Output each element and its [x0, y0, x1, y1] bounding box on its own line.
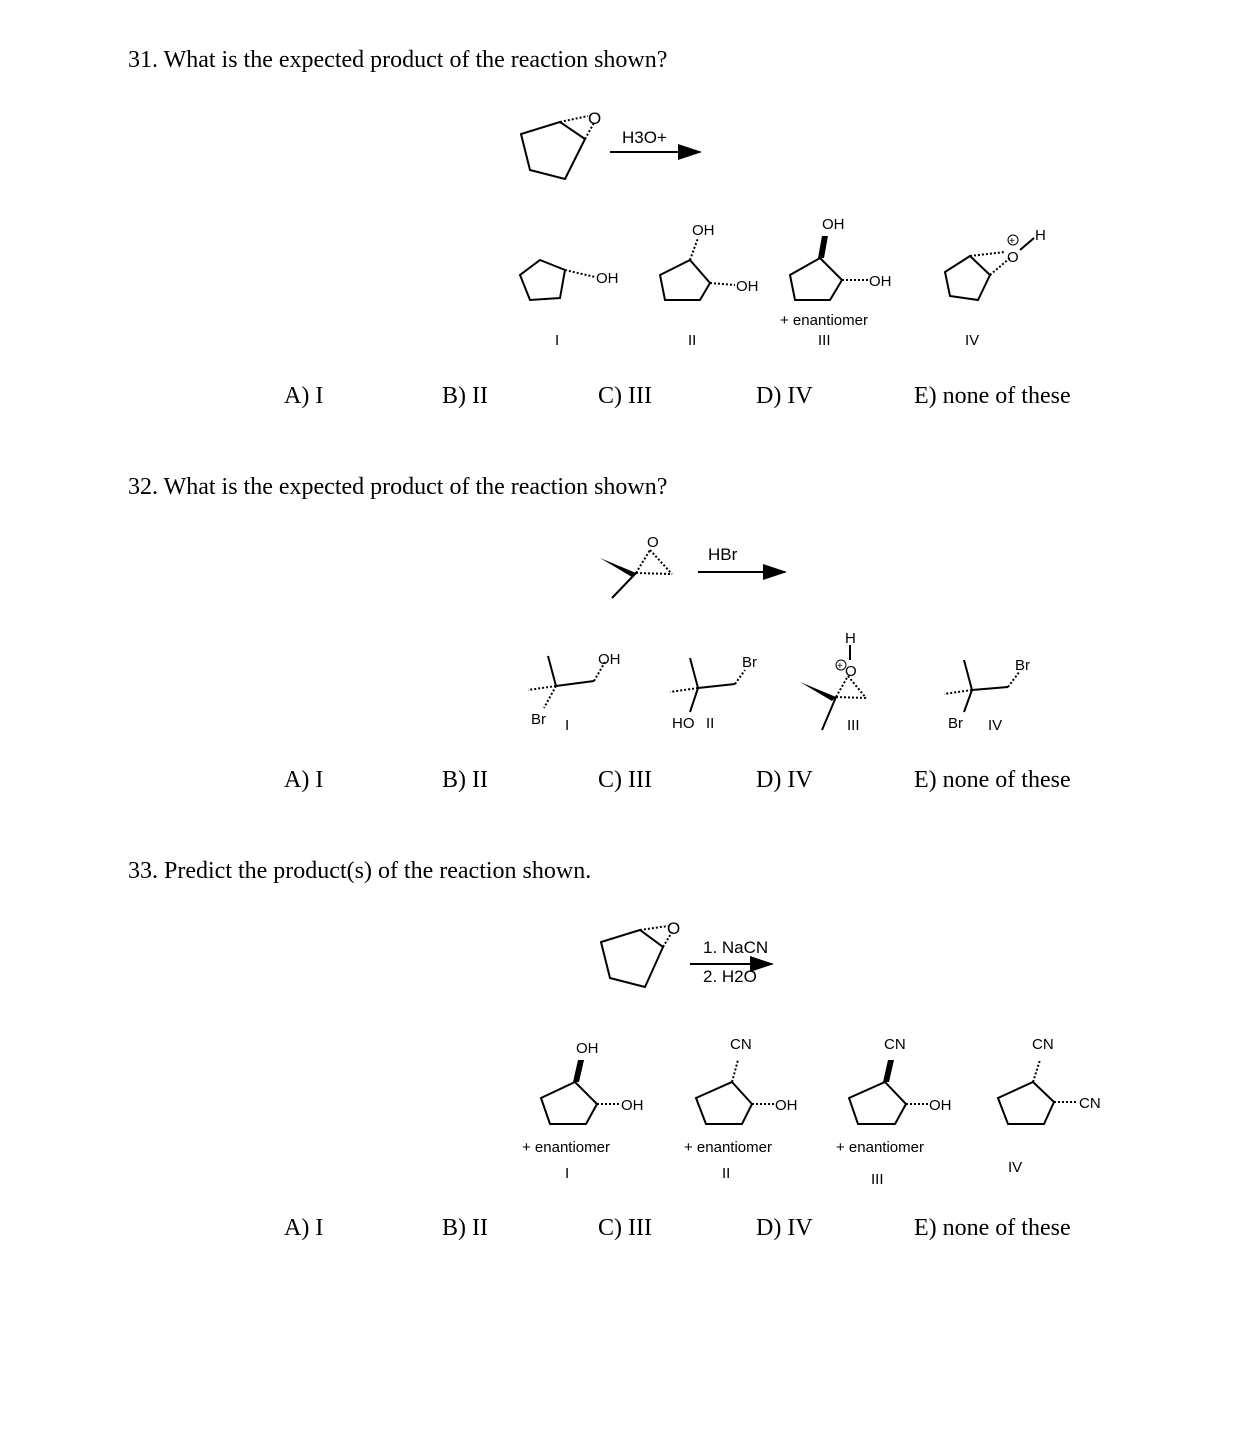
- hydroxyl-label: OH: [775, 1097, 798, 1114]
- choice-e[interactable]: E) none of these: [914, 383, 1071, 409]
- bromine-label-left: Br: [948, 715, 963, 732]
- question-number: 33.: [128, 858, 158, 884]
- option-roman: IV: [1008, 1159, 1023, 1176]
- positive-charge-label: +: [837, 661, 843, 672]
- epoxide-oxygen-label: O: [647, 534, 659, 551]
- q32-option-3: [800, 630, 866, 734]
- q31-option-4: [945, 227, 1046, 349]
- positive-charge-label: +: [1009, 236, 1015, 247]
- epoxide-oxygen-label: O: [588, 109, 602, 128]
- choice-a[interactable]: A) I: [284, 383, 324, 409]
- hydroxyl-label: OH: [596, 270, 619, 287]
- reaction-arrow-33: [690, 938, 772, 986]
- reagent-step-1: 1. NaCN: [703, 938, 769, 957]
- q32-option-1: [528, 651, 621, 734]
- option-roman: III: [871, 1171, 884, 1188]
- choice-d[interactable]: D) IV: [756, 1215, 813, 1241]
- question-number: 32.: [128, 474, 158, 500]
- reagent-label: H3O+: [622, 128, 667, 147]
- nitrile-label: CN: [730, 1036, 752, 1053]
- option-roman: I: [565, 717, 570, 734]
- choice-a[interactable]: A) I: [284, 1215, 324, 1241]
- reactant-epoxide-33: [601, 919, 680, 987]
- option-roman: IV: [965, 332, 980, 349]
- enantiomer-note: + enantiomer: [522, 1139, 610, 1156]
- hydroxyl-label-right: OH: [621, 1097, 644, 1114]
- oxonium-hydrogen-label: H: [1035, 227, 1046, 244]
- hydroxyl-label: HO: [672, 715, 695, 732]
- choice-e[interactable]: E) none of these: [914, 1215, 1071, 1241]
- choice-d[interactable]: D) IV: [756, 767, 813, 793]
- question-prompt: What is the expected product of the reaction shown?: [163, 47, 668, 73]
- hydroxyl-label-top: OH: [692, 222, 715, 239]
- reagent-step-2: 2. H2O: [703, 967, 757, 986]
- q32-option-4: [944, 657, 1030, 734]
- enantiomer-note: + enantiomer: [684, 1139, 772, 1156]
- choice-d[interactable]: D) IV: [756, 383, 813, 409]
- q33-option-3: [836, 1036, 952, 1188]
- bromine-label: Br: [531, 711, 546, 728]
- choice-b[interactable]: B) II: [442, 767, 488, 793]
- question-prompt: What is the expected product of the reaction shown?: [163, 474, 668, 500]
- q33-option-2: [684, 1036, 798, 1182]
- reactant-epoxide-32: [600, 534, 672, 598]
- reaction-arrow-31: [610, 128, 700, 152]
- option-roman: III: [847, 717, 860, 734]
- choice-c[interactable]: C) III: [598, 383, 652, 409]
- hydroxyl-label: OH: [929, 1097, 952, 1114]
- oxonium-hydrogen-label: H: [845, 630, 856, 647]
- question-prompt: Predict the product(s) of the reaction shown.: [164, 858, 592, 884]
- enantiomer-note: + enantiomer: [836, 1139, 924, 1156]
- nitrile-label-right: CN: [1079, 1095, 1101, 1112]
- nitrile-label: CN: [884, 1036, 906, 1053]
- choice-e[interactable]: E) none of these: [914, 767, 1071, 793]
- enantiomer-note: + enantiomer: [780, 312, 868, 329]
- hydroxyl-label-right: OH: [736, 278, 759, 295]
- hydroxyl-label-right: OH: [869, 273, 892, 290]
- choice-b[interactable]: B) II: [442, 1215, 488, 1241]
- option-roman: I: [555, 332, 560, 349]
- reactant-epoxide-31: [521, 109, 601, 179]
- choice-c[interactable]: C) III: [598, 767, 652, 793]
- q31-option-1: [520, 260, 619, 349]
- q32-option-2: [670, 654, 757, 732]
- oxonium-oxygen-label: O: [845, 663, 857, 680]
- nitrile-label-top: CN: [1032, 1036, 1054, 1053]
- option-roman: II: [688, 332, 697, 349]
- q31-option-2: [660, 222, 759, 349]
- hydroxyl-label-top: OH: [822, 216, 845, 233]
- bromine-label: Br: [742, 654, 757, 671]
- hydroxyl-label-top: OH: [576, 1040, 599, 1057]
- q33-option-1: [522, 1040, 644, 1182]
- choice-c[interactable]: C) III: [598, 1215, 652, 1241]
- option-roman: I: [565, 1165, 570, 1182]
- choice-a[interactable]: A) I: [284, 767, 324, 793]
- oxonium-oxygen-label: O: [1007, 249, 1019, 266]
- hydroxyl-label: OH: [598, 651, 621, 668]
- q33-option-4: [998, 1036, 1101, 1176]
- q31-option-3: [780, 216, 892, 349]
- option-roman: II: [706, 715, 715, 732]
- reagent-label: HBr: [708, 545, 738, 564]
- question-number: 31.: [128, 47, 158, 73]
- option-roman: IV: [988, 717, 1003, 734]
- epoxide-oxygen-label: O: [667, 919, 681, 938]
- bromine-label-right: Br: [1015, 657, 1030, 674]
- option-roman: III: [818, 332, 831, 349]
- option-roman: II: [722, 1165, 731, 1182]
- choice-b[interactable]: B) II: [442, 383, 488, 409]
- reaction-arrow-32: [698, 545, 785, 572]
